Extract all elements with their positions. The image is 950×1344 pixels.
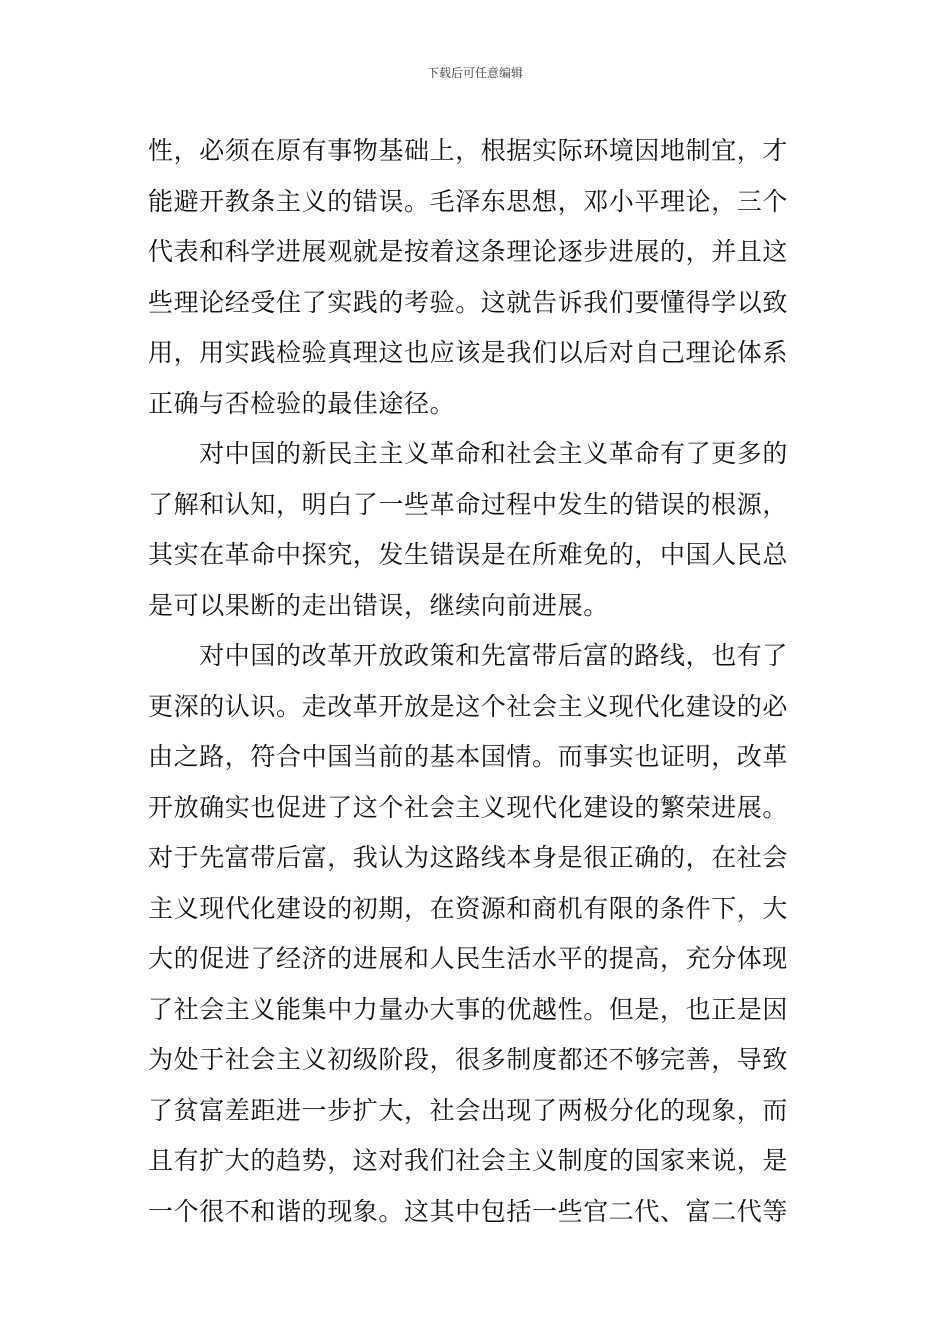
text-line: 用，用实践检验真理这也应该是我们以后对自己理论体系 <box>148 338 789 367</box>
text-line: 且有扩大的趋势，这对我们社会主义制度的国家来说，是 <box>148 1146 789 1175</box>
body-text <box>148 126 808 1237</box>
text-line: 主义现代化建设的初期，在资源和商机有限的条件下，大 <box>148 893 789 923</box>
text-line: 代表和科学进展观就是按着这条理论逐步进展的，并且这 <box>148 237 789 266</box>
text-line: 性，必须在原有事物基础上，根据实际环境因地制宜，才 <box>148 136 789 165</box>
text-line: 开放确实也促进了这个社会主义现代化建设的繁荣进展。 <box>148 792 789 822</box>
text-line: 更深的认识。走改革开放是这个社会主义现代化建设的必 <box>148 691 789 721</box>
header-note: 下载后可任意编辑 <box>426 66 523 80</box>
text-line: 对中国的新民主主义革命和社会主义革命有了更多的 <box>148 439 789 468</box>
text-line: 对中国的改革开放政策和先富带后富的路线，也有了 <box>148 641 789 670</box>
text-line: 能避开教条主义的错误。毛泽东思想，邓小平理论，三个 <box>148 186 789 216</box>
text-line: 对于先富带后富，我认为这路线本身是很正确的，在社会 <box>148 843 789 872</box>
text-line: 了解和认知，明白了一些革命过程中发生的错误的根源， <box>148 489 789 519</box>
text-line: 为处于社会主义初级阶段，很多制度都还不够完善，导致 <box>148 1045 789 1074</box>
text-line: 了社会主义能集中力量办大事的优越性。但是，也正是因 <box>148 994 789 1024</box>
text-line: 大的促进了经济的进展和人民生活水平的提高，充分体现 <box>148 944 789 973</box>
text-line: 正确与否检验的最佳途径。 <box>148 388 456 418</box>
text-line: 其实在革命中探究，发生错误是在所难免的，中国人民总 <box>148 540 789 569</box>
text-line: 由之路，符合中国当前的基本国情。而事实也证明，改革 <box>148 742 789 771</box>
text-line: 是可以果断的走出错误，继续向前进展。 <box>148 590 609 620</box>
text-line: 些理论经受住了实践的考验。这就告诉我们要懂得学以致 <box>148 287 789 317</box>
text-line: 了贫富差距进一步扩大，社会出现了两极分化的现象，而 <box>148 1095 789 1125</box>
text-line: 一个很不和谐的现象。这其中包括一些官二代、富二代等 <box>148 1196 789 1226</box>
